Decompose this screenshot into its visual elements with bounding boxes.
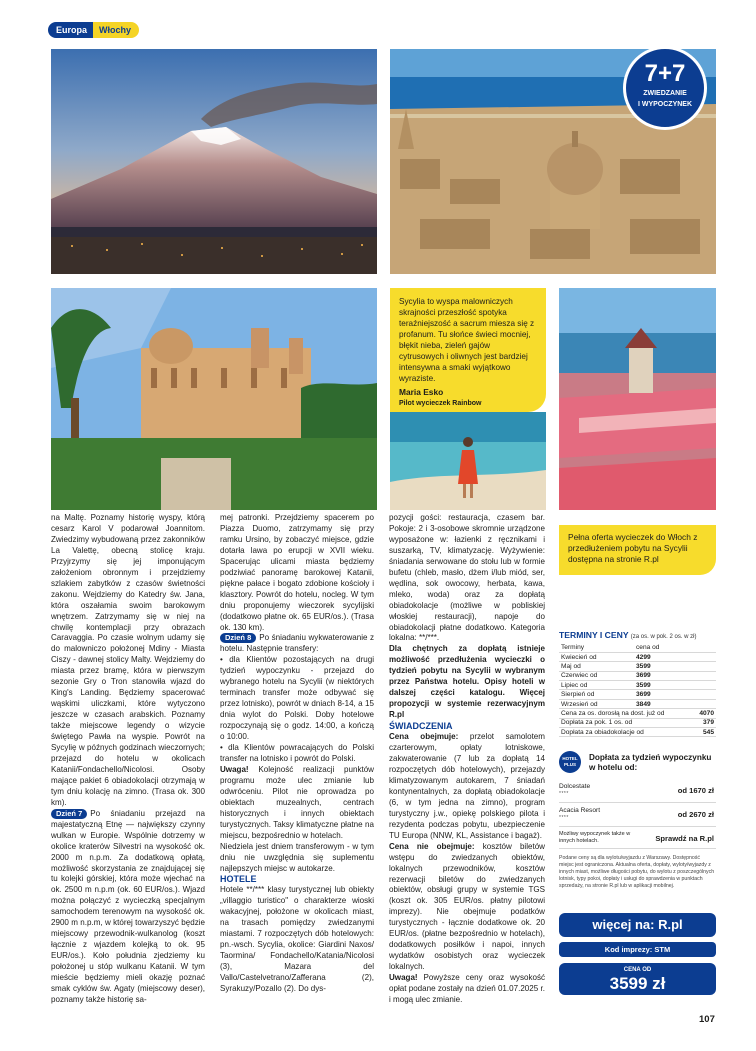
extra-price: 379	[682, 718, 716, 727]
term-label: Maj od	[559, 662, 634, 671]
row-spacer	[682, 699, 716, 708]
badge-title: 7+7	[644, 60, 686, 87]
terms-title: TERMINY I CENY	[559, 630, 629, 640]
price-note-text: Powyższe ceny oraz wysokość opłat podane zostały na dzień 01.07.2025 r. i mogą ulec zmianie.	[389, 973, 545, 1004]
col2-day8-text: Po śniadaniu wykwaterowanie z hotelu. Następnie transfery:	[220, 633, 374, 654]
table-row[interactable]	[559, 652, 716, 661]
tour-code-label: Kod imprezy: STM	[559, 942, 716, 957]
price-note-paragraph	[389, 973, 545, 1006]
logo-line-2: PLUS	[563, 762, 576, 767]
term-price: 3599	[634, 681, 682, 690]
more-hotels-row[interactable]	[559, 831, 716, 849]
col2-paragraph-2	[220, 633, 374, 655]
header-term: Terminy	[559, 643, 634, 652]
extra-price: 545	[682, 728, 716, 737]
breadcrumb-region[interactable]: Europa	[48, 22, 93, 38]
term-label: Wrzesień od	[559, 699, 634, 708]
term-price: 4299	[634, 652, 682, 661]
day-7-label: Dzień 7	[51, 809, 87, 819]
text-column-2	[220, 513, 374, 995]
quote-text: Sycylia to wyspa malowniczych skrajności przeszłość spotyka teraźniejszość a sacrum miesza się z profanum. Tu słońce świeci mocniej, błękit nieba, zieleń gajów cytrusowych i oliwnych jest bardziej intensywna a smaki wyjątkowo wyraziste.	[399, 297, 535, 383]
fine-print: Podane ceny są dla wylotu/wyjazdu z Warszawy. Dostępność miejsc jest ograniczona. Aktualna oferta, dopłaty, wyloty/wyjazdy z innych miast, możliwe długości pobytu, do wylotu z poszczególnych lotnisk, typy pokoi, dopłaty i usługi do sprawdzenia w punktach sprzedaży, na stronie R.pl lub w aplikacji mobilnej.	[559, 855, 715, 889]
col2-note-lead: Uwaga!	[220, 764, 249, 774]
col2-paragraph-4: • dla Klientów powracających do Polski transfer na lotnisko i powrót do Polski.	[220, 743, 374, 763]
terms-subtitle: (za os. w pok. 2 os. w zł)	[630, 634, 697, 640]
included-text: przelot samolotem czarterowym, opłaty lotniskowe, zakwaterowanie (7 lub za dopłatą 14 rozpoczętych dób hotelowych), przejazdy klimatyzowanym autokarem, 7 śniadań kontynentalnych, za dopłatą obiadokolacje (6, w tym jedna na zimno), program turystyczny j.w., opiekę polskiego pilota i rezydenta podczas pobytu, ubezpieczenie TU Europa (NNW, KL, Assistance i bagaż).	[389, 732, 545, 840]
table-row[interactable]	[559, 681, 716, 690]
col1-paragraph-2	[51, 809, 205, 1006]
price-from-value: 3599 zł	[609, 974, 666, 993]
term-label: Kwiecień od	[559, 652, 634, 661]
term-label: Sierpień od	[559, 690, 634, 699]
more-on-rpl-button[interactable]: więcej na: R.pl	[559, 913, 716, 937]
table-row[interactable]	[559, 699, 716, 708]
salt-pans-photo	[559, 288, 716, 510]
table-row[interactable]	[559, 662, 716, 671]
extra-row	[559, 718, 716, 727]
hotel-stars: ****	[559, 815, 569, 821]
col2-paragraph-6: Niedziela jest dniem transferowym - w tym dniu nie uwzględnia się suplementu najlepszych miejsc w autokarze.	[220, 841, 374, 873]
price-from-box[interactable]	[559, 963, 716, 995]
table-header-row	[559, 643, 716, 652]
page-number: 107	[699, 1014, 715, 1025]
excluded-text: kosztów biletów wstępu do zwiedzanych obiektów, lokalnych przewodników, kosztów rezerwacji biletów do zwiedzanych obiektów, obsługi grupy w systemie TGS (koszt ok. 305 EUR/os. płatny pilotowi imprezy). Nie obejmuje podatków turystycznych - łącznie dodatkowe ok. 20 EUR/os. (płatne bezpośrednio w hotelach), dodatkowych posiłków i napoi, innych wydatków osobistych oraz wycieczek lokalnych.	[389, 841, 545, 972]
hotel-row[interactable]	[559, 783, 716, 803]
term-label: Lipiec od	[559, 681, 634, 690]
row-spacer	[682, 681, 716, 690]
col3-paragraph-1: pozycji gości: restauracja, czasem bar. Pokoje: 2 i 3-osobowe skromnie urządzone wyposażone w: łazienki z ręcznikami i suszarką, TV, klimatyzację. Wyżywienie: śniadania serwowane do stołu lub w formie bufetu (chleb, masło, dżem i/lub miód, ser, wędlina, sok owocowy, herbata, kawa, mleko, woda) oraz za dopłatą obiadokolacje (możliwe w pobliskiej włoskiej restauracji), napoje do obiadokolacji płatne dodatkowo. Kategoria lokalna: **/***.	[389, 513, 545, 643]
etna-photo	[51, 49, 377, 274]
breadcrumb	[48, 22, 139, 38]
extra-price: 4070	[682, 709, 716, 718]
term-price: 3699	[634, 671, 682, 680]
term-price: 3599	[634, 662, 682, 671]
col3-extension-offer: Dla chętnych za dopłatą istnieje możliwość przedłużenia wycieczki o tydzień pobytu na Sycylii w wybranym przez Państwa hotelu. Opisy hoteli w dalszej części katalogu. Więcej propozycji w systemie rezerwacyjnym R.pl	[389, 644, 545, 720]
term-price: 3699	[634, 690, 682, 699]
beach-photo	[390, 412, 546, 510]
included-paragraph	[389, 732, 545, 842]
col1-day7-text: Po śniadaniu przejazd na majestatyczną Etnę — największy czynny wulkan w Europie. Wspólnie dotrzemy w okolice kraterów Silvestri na wysokość ok. 2000 m n.p.m. Za dodatkową opłatą, możliwość skorzystania ze znajdującej się tu kolejki górskiej, która może wjechać na ok. 2500 m n.p.m (ok. 60 EUR/os.). Wjazd można połączyć z wycieczką specjalnym samochodem terenowym na wysokość ok. 2900 m n.p.m, w której towarzyszyć będzie miejscowy przewodnik-wulkanolog (koszt łącznie z wjazdem kolejką to ok. 95 EUR/os.). Koło południa zjedziemy ku położonej u stóp wulkanu Katanii. W tym mieście będziemy mieli okazję poznać smak cyklów św. Agaty (miejscowy deser), poznamy także historię sa-	[51, 808, 205, 1004]
text-column-1	[51, 513, 205, 1006]
hotel-plus-logo	[559, 751, 581, 773]
day-8-label: Dzień 8	[220, 633, 256, 643]
logo-line-1: HOTEL	[562, 756, 578, 761]
header-price: cena od	[634, 643, 682, 652]
full-offer-promo: Pełna oferta wycieczek do Włoch z przedłużeniem pobytu na Sycylii dostępna na stronie R.pl	[559, 525, 716, 575]
header-spacer	[682, 643, 716, 652]
price-note-lead: Uwaga!	[389, 973, 418, 983]
badge-line-2: I WYPOCZYNEK	[637, 101, 693, 108]
table-row[interactable]	[559, 690, 716, 699]
table-row[interactable]	[559, 671, 716, 680]
extra-row	[559, 728, 716, 737]
included-heading: ŚWIADCZENIA	[389, 721, 453, 732]
extra-label: Dopłata za obiadokolacje od	[559, 728, 682, 737]
col2-note-text: Kolejność realizacji punktów programu może ulec zmianie lub odwróceniu. Pilot nie oprowadza po obiektach muzealnych, centrach historycznych i innych obiektach turystycznych. Taksy klimatyczne płatne na miejscu, bezpośrednio w hotelach.	[220, 764, 374, 840]
guide-quote-card	[390, 288, 546, 412]
extra-label: Cena za os. dorosłą na dost. już od	[559, 709, 682, 718]
col2-paragraph-5	[220, 765, 374, 842]
extra-label: Dopłata za pok. 1 os. od	[559, 718, 682, 727]
palermo-cathedral-photo	[51, 288, 377, 510]
extra-row	[559, 709, 716, 718]
col2-paragraph-3: • dla Klientów pozostających na drugi tydzień wypoczynku - przejazd do wybranego hotelu na Sycylii (w niektórych terminach transfer może odbywać się przez lotnisko), powrót w dniach 8-14, a 15 dnia wylot do Polski. Doby hotelowe rozpoczynają się o godz. 14:00, a kończą o 10:00.	[220, 655, 374, 742]
tour-type-badge	[623, 46, 707, 130]
price-from-label: CENA OD	[623, 967, 652, 973]
text-column-3	[389, 513, 545, 1006]
hotel-stars: ****	[559, 791, 569, 797]
badge-line-1: ZWIEDZANIE	[643, 90, 687, 97]
hotel-extension-title: Dopłata za tydzień wypoczynku w hotelu od:	[589, 753, 712, 772]
term-price: 3849	[634, 699, 682, 708]
terms-heading	[559, 630, 729, 640]
included-lead: Cena obejmuje:	[389, 732, 459, 742]
col2-paragraph-1: mej patronki. Przejdziemy spacerem po Piazza Duomo, zatrzymamy się przy ramku Ursino, by zobaczyć miejsce, gdzie dotarła lawa po erupcji w XVII wieku. Spacerując ulicami miasta będziemy podziwiać panoramę barokowej Katanii, piękne pałace i bogato zdobione kościoły i klasztory. Powrót do hotelu, nocleg. W tym dniu proponujemy wieczorek sycylijski (dodatkowo płatne ok. 65 EUR/os.). (Trasa ok. 130 km).	[220, 513, 374, 632]
row-spacer	[682, 690, 716, 699]
hotels-heading: HOTELE	[220, 874, 257, 885]
hotel-price: od 1670 zł	[677, 786, 714, 795]
quote-role: Pilot wycieczek Rainbow	[399, 400, 482, 407]
col2-paragraph-7: Hotele **/*** klasy turystycznej lub obiekty „villaggio turistico" o charakterze wioski wakacyjnej, położone w okolicach miast, na trasach pomiędzy zwiedzanymi miastami. 7 rozpoczętych dób hotelowych: pn.-wsch. Sycylia, okolice: Giardini Naxos/ Taormina/ Fondachello/Katania/Nicolosi (3), Mazara del Vallo/Castelvetrano/Zafferana (2), Syrakuzy/Pozallo (2). Do dys-	[220, 885, 374, 994]
row-spacer	[682, 671, 716, 680]
prices-table	[559, 643, 716, 737]
excluded-lead: Cena nie obejmuje:	[389, 841, 475, 851]
quote-author: Maria Esko	[399, 387, 444, 397]
col1-paragraph-1: na Maltę. Poznamy historię wyspy, którą cesarz Karol V podarował Joannitom. Zwiedzimy wybudowaną przez zakonników La Valettę, obecną stolicę kraju. Przyjrzymy się jej imponującym założeniom obronnym i przejdziemy szlakiem zabytków z czasów świetności zakonu. Wejdziemy do Katedry św. Jana, która oszałamia swoim barokowym wnętrzem. Zatrzymamy się w niej na chwilę kontemplacji przy obrazach Caravaggia. Po czasie wolnym udamy się do malowniczo położonej Mdiny - Miasta Ciszy - dawnej stolicy Malty. Wejdziemy do miasta przez bramę, która w pierwszym sezonie Gry o Tron stanowiła wjazd do King's Landing. Będziemy spacerować wąskimi uliczkami, które wytyczono jeszcze w czasach arabskich. Poznamy także miejscowe legendy o wizycie świętego Pawła na wyspie. Powrót na Sycylię w późnych godzinach wieczornych; przejazd do hotelu w okolicach Katanii/Fondachello/Nicolosi. Osoby mające pakiet 6 obiadokolacji otrzymają w tym dniu kolację na zimno. (Trasa ok. 300 km).	[51, 513, 205, 807]
hotel-name: Dolcestate	[559, 783, 591, 790]
term-label: Czerwiec od	[559, 671, 634, 680]
hotel-row[interactable]	[559, 807, 716, 827]
excluded-paragraph	[389, 842, 545, 973]
breadcrumb-country[interactable]: Włochy	[93, 22, 139, 38]
more-hotels-label: Możliwy wypoczynek także w innych hotelach.	[559, 831, 631, 844]
hotel-price: od 2670 zł	[677, 810, 714, 819]
row-spacer	[682, 662, 716, 671]
more-hotels-link[interactable]: Sprawdź na R.pl	[655, 834, 714, 843]
hotel-name: Acacia Resort	[559, 807, 601, 814]
row-spacer	[682, 652, 716, 661]
